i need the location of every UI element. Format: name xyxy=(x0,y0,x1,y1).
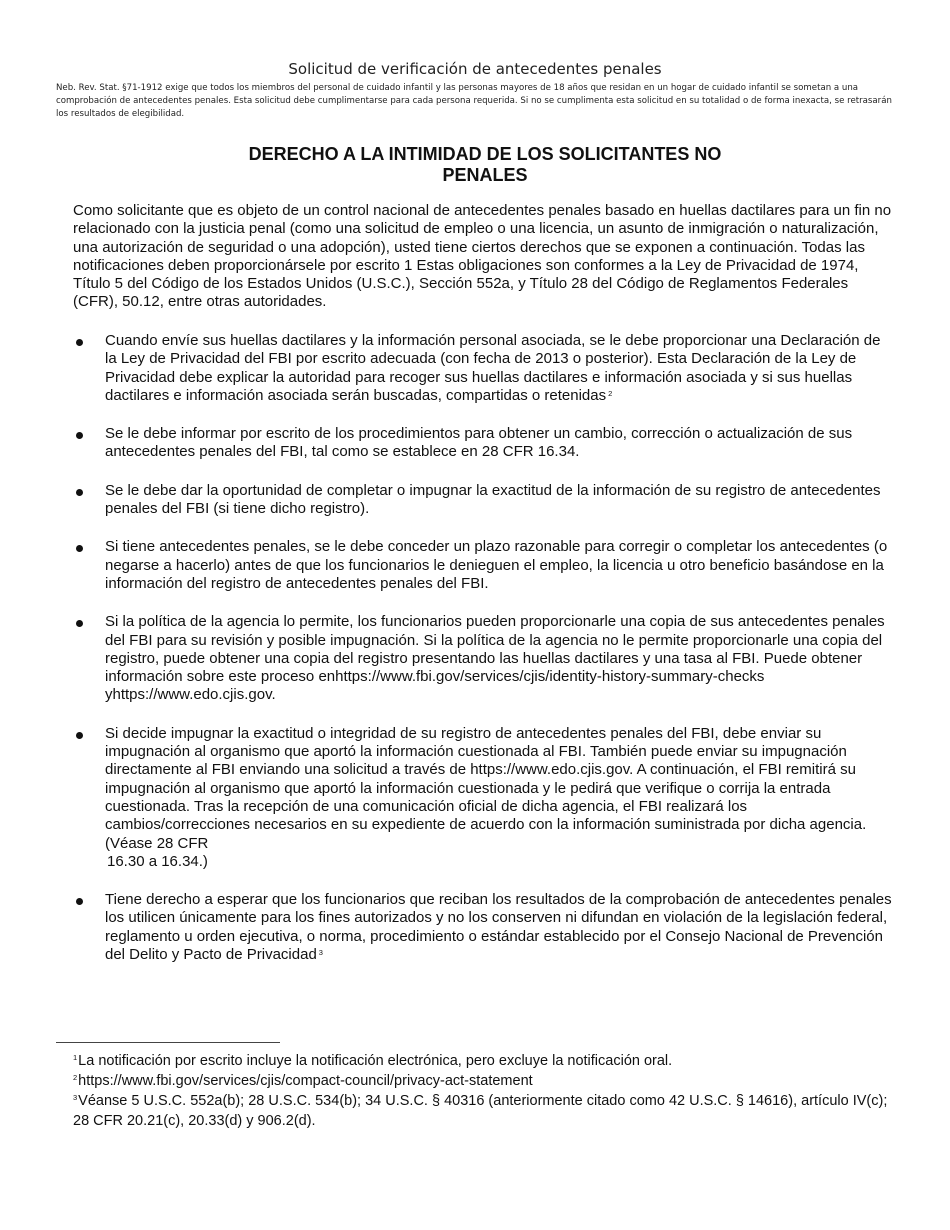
footnote-reference: 3 xyxy=(318,948,323,958)
bullet-icon xyxy=(76,732,83,739)
footnote xyxy=(73,1051,903,1071)
list-item-text: Cuando envíe sus huellas dactilares y la información personal asociada, se le debe proporcionar una Declaración de la Ley de Privacidad del FBI por escrito adecuada (con fecha de 2013 o posterior). Esta Declaración de la Ley de Privacidad debe explicar la autoridad para recoger sus huellas dactilares e información asociada y si sus huellas dactilares e información asociada serán buscadas, compartidas o retenidas xyxy=(105,332,881,404)
footnote-text: https://www.fbi.gov/services/cjis/compact-council/privacy-act-statement xyxy=(78,1073,533,1089)
legal-requirement-note: Neb. Rev. Stat. §71-1912 exige que todos los miembros del personal de cuidado infantil y las personas mayores de 18 años que residan en un hogar de cuidado infantil se sometan a una comprobación de antecedentes penales. Esta solicitud debe cumplimentarse para cada persona requerida. Si no se cumplimenta esta solicitud en su totalidad o de forma inexacta, se retrasarán los resultados de elegibilidad. xyxy=(56,83,892,119)
list-item-text: Tiene derecho a esperar que los funcionarios que reciban los resultados de la comprobación de antecedentes penales los utilicen únicamente para los fines autorizados y no los conserven ni difundan en violación de la legislación federal, reglamento u orden ejecutiva, o norma, procedimiento o estándar establecido por el Consejo Nacional de Prevención del Delito y Pacto de Privacidad xyxy=(105,891,892,964)
section-heading xyxy=(225,144,745,186)
footnote xyxy=(73,1091,903,1131)
footnote-mark: 1 xyxy=(73,1053,78,1062)
footnote-mark: 3 xyxy=(73,1093,78,1102)
list-item-text: Se le debe informar por escrito de los procedimientos para obtener un cambio, corrección o actualización de sus antecedentes penales del FBI, tal como se establece en 28 CFR 16.34. xyxy=(105,425,853,461)
footnote xyxy=(73,1071,903,1091)
footnote-text: La notificación por escrito incluye la notificación electrónica, pero excluye la notificación oral. xyxy=(78,1053,673,1069)
footnote-mark: 2 xyxy=(73,1073,78,1082)
list-item-continuation: 16.30 a 16.34.) xyxy=(107,852,208,870)
footnote-reference: 2 xyxy=(608,388,613,398)
list-item xyxy=(73,891,895,964)
rights-list xyxy=(73,332,895,984)
footnotes xyxy=(73,1051,903,1131)
document-title: Solicitud de verificación de antecedentes penales xyxy=(288,60,662,78)
footnote-divider xyxy=(56,1042,280,1043)
intro-paragraph: Como solicitante que es objeto de un control nacional de antecedentes penales basado en huellas dactilares para un fin no relacionado con la justicia penal (como una solicitud de empleo o una licencia, un asunto de inmigración o naturalización, una autorización de seguridad o una adopción), usted tiene ciertos derechos que se exponen a continuación. Todas las notificaciones deben proporcionársele por escrito 1 Estas obligaciones son conformes a la Ley de Privacidad de 1974, Título 5 del Código de los Estados Unidos (U.S.C.), Sección 552a, y Título 28 del Código de Reglamentos Federales (CFR), 50.12, entre otras autoridades. xyxy=(73,202,892,311)
list-item xyxy=(73,538,895,593)
section-heading-line-1: DERECHO A LA INTIMIDAD DE LOS SOLICITANTES NO xyxy=(248,144,722,164)
section-heading-line-2: PENALES xyxy=(442,165,528,185)
bullet-icon xyxy=(76,620,83,627)
list-item xyxy=(73,425,895,462)
footnote-text: Véanse 5 U.S.C. 552a(b); 28 U.S.C. 534(b); 34 U.S.C. § 40316 (anteriormente citado como 42 U.S.C. § 14616), artículo IV(c); 28 CFR 20.21(c), 20.33(d) y 906.2(d). xyxy=(73,1093,888,1129)
bullet-icon xyxy=(76,432,83,439)
bullet-icon xyxy=(76,489,83,496)
list-item-text: Se le debe dar la oportunidad de completar o impugnar la exactitud de la información de su registro de antecedentes penales del FBI (si tiene dicho registro). xyxy=(105,481,881,518)
list-item-text: Si tiene antecedentes penales, se le debe conceder un plazo razonable para corregir o completar los antecedentes (o negarse a hacerlo) antes de que los funcionarios le denieguen el empleo, la licencia u otro beneficio basándose en la información del registro de antecedentes penales del FBI. xyxy=(105,538,888,592)
bullet-icon xyxy=(76,545,83,552)
list-item xyxy=(73,482,895,519)
bullet-icon xyxy=(76,339,83,346)
list-item-text: Si la política de la agencia lo permite, los funcionarios pueden proporcionarle una copia de sus antecedentes penales del FBI para su revisión y posible impugnación. Si la política de la agencia no le permite proporcionarle una copia del registro, puede obtener una copia del registro presentando las huellas dactilares y una tasa al FBI. Puede obtener información sobre este proceso enhttps://www.fbi.gov/services/cjis/identity-history-summary-checks yhttps://www.edo.cjis.gov. xyxy=(105,613,885,704)
bullet-icon xyxy=(76,898,83,905)
list-item xyxy=(73,613,895,704)
list-item xyxy=(73,332,895,405)
list-item xyxy=(73,725,895,871)
list-item-text: Si decide impugnar la exactitud o integridad de su registro de antecedentes penales del FBI, debe enviar su impugnación al organismo que aportó la información cuestionada al FBI. También puede enviar su impugnación directamente al FBI enviando una solicitud a través de https://www.edo.cjis.gov. A continuación, el FBI remitirá su impugnación al organismo que aportó la información cuestionada y le pedirá que verifique o corrija la entrada cuestionada. Tras la recepción de una comunicación oficial de dicha agencia, el FBI realizará los cambios/correcciones necesarios en su expediente de acuerdo con la información suministrada por dicha agencia. (Véase 28 CFR xyxy=(105,724,867,852)
